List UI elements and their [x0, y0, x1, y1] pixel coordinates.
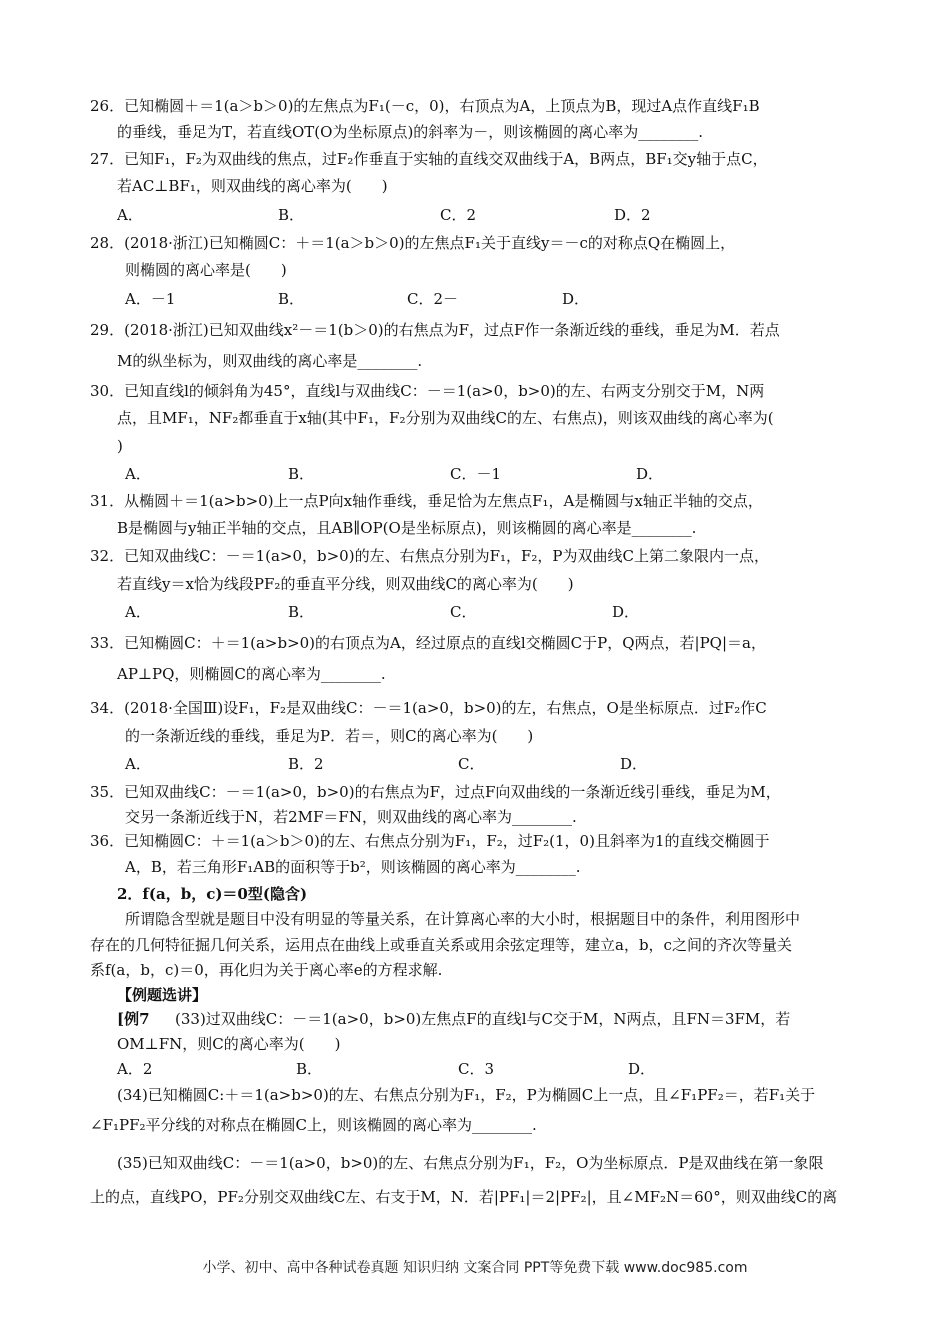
q35-line-1: 35．已知双曲线C：－＝1(a>0，b>0)的右焦点为F，过点F向双曲线的一条渐近线引垂线，垂足为M， — [90, 783, 781, 801]
q28-line-1: 28．(2018·浙江)已知椭圆C：＋＝1(a＞b＞0)的左焦点F₁关于直线y＝－c的对称点Q在椭圆上， — [90, 234, 736, 252]
q33-line-2: AP⊥PQ，则椭圆C的离心率为________. — [117, 665, 386, 683]
q32-line-2: 若直线y＝x恰为线段PF₂的垂直平分线，则双曲线C的离心率为( ) — [117, 575, 574, 593]
q28-option-d: D． — [562, 290, 590, 308]
example-34-line-2: ∠F₁PF₂平分线的对称点在椭圆C上，则该椭圆的离心率为________. — [90, 1116, 537, 1134]
q32-option-b: B． — [288, 603, 315, 621]
q28-options — [0, 289, 950, 309]
example-7-option-c: C．3 — [458, 1060, 495, 1078]
q28-option-b: B． — [278, 290, 305, 308]
q27-option-a: A． — [117, 206, 143, 224]
example-35-line-2: 上的点，直线PO，PF₂分别交双曲线C左、右支于M，N．若|PF₁|＝2|PF₂|，且∠MF₂N＝60°，则双曲线C的离 — [90, 1188, 838, 1206]
q34-option-a: A． — [125, 755, 151, 773]
q36-line-1: 36．已知椭圆C：＋＝1(a＞b＞0)的左、右焦点分别为F₁，F₂，过F₂(1，0)且斜率为1的直线交椭圆于 — [90, 832, 770, 850]
q34-options — [0, 754, 950, 774]
q34-option-d: D． — [620, 755, 648, 773]
section-2-title: 2．f(a，b，c)＝0型(隐含) — [117, 885, 308, 903]
q28-option-a: A．－1 — [125, 290, 176, 308]
example-7-options — [0, 1059, 950, 1079]
example-7-option-d: D． — [628, 1060, 656, 1078]
q34-line-1: 34．(2018·全国Ⅲ)设F₁，F₂是双曲线C：－＝1(a>0，b>0)的左，右焦点，O是坐标原点．过F₂作C — [90, 699, 767, 717]
q27-line-2: 若AC⊥BF₁，则双曲线的离心率为( ) — [117, 177, 388, 195]
q27-options — [0, 205, 950, 225]
q26-line-2: 的垂线，垂足为T，若直线OT(O为坐标原点)的斜率为－，则该椭圆的离心率为________. — [117, 123, 704, 141]
q30-option-b: B． — [288, 465, 315, 483]
q34-option-b: B．2 — [288, 755, 324, 773]
example-7-line-1: (33)过双曲线C：－＝1(a>0，b>0)左焦点F的直线l与C交于M，N两点，且FN＝3FM，若 — [175, 1010, 791, 1028]
q31-line-1: 31．从椭圆＋＝1(a>b>0)上一点P向x轴作垂线，垂足恰为左焦点F₁，A是椭圆与x轴正半轴的交点， — [90, 492, 763, 510]
example-7-label: [例7 — [117, 1010, 150, 1028]
q34-option-c: C． — [458, 755, 485, 773]
q28-line-2: 则椭圆的离心率是( ) — [125, 261, 287, 279]
q32-options — [0, 602, 950, 622]
q35-line-2: 交另一条渐近线于N，若2MF＝FN，则双曲线的离心率为________. — [125, 808, 577, 826]
q28-option-c: C．2－ — [407, 290, 459, 308]
page-footer: 小学、初中、高中各种试卷真题 知识归纳 文案合同 PPT等免费下载 www.doc985.com — [202, 1260, 748, 1276]
q30-option-d: D． — [636, 465, 664, 483]
q31-line-2: B是椭圆与y轴正半轴的交点，且AB∥OP(O是坐标原点)，则该椭圆的离心率是________. — [117, 519, 697, 537]
example-35-line-1: (35)已知双曲线C：－＝1(a>0，b>0)的左、右焦点分别为F₁，F₂，O为坐标原点．P是双曲线在第一象限 — [117, 1154, 824, 1172]
example-34-line-1: (34)已知椭圆C:＋＝1(a>b>0)的左、右焦点分别为F₁，F₂，P为椭圆C上一点，且∠F₁PF₂＝，若F₁关于 — [117, 1086, 816, 1104]
q34-line-2: 的一条渐近线的垂线，垂足为P．若＝，则C的离心率为( ) — [125, 727, 534, 745]
q27-option-b: B． — [278, 206, 305, 224]
q32-option-d: D． — [612, 603, 640, 621]
example-7-option-b: B． — [296, 1060, 323, 1078]
examples-heading: 【例题选讲】 — [117, 986, 208, 1004]
q32-option-c: C． — [450, 603, 477, 621]
q30-options — [0, 464, 950, 484]
q33-line-1: 33．已知椭圆C：＋＝1(a>b>0)的右顶点为A，经过原点的直线l交椭圆C于P，Q两点，若|PQ|＝a， — [90, 634, 766, 652]
q32-line-1: 32．已知双曲线C：－＝1(a>0，b>0)的左、右焦点分别为F₁，F₂，P为双曲线C上第二象限内一点， — [90, 547, 769, 565]
q27-line-1: 27．已知F₁，F₂为双曲线的焦点，过F₂作垂直于实轴的直线交双曲线于A，B两点，BF₁交y轴于点C， — [90, 150, 768, 168]
q36-line-2: A，B，若三角形F₁AB的面积等于b²，则该椭圆的离心率为________. — [125, 858, 581, 876]
q27-option-d: D．2 — [614, 206, 651, 224]
q29-line-1: 29．(2018·浙江)已知双曲线x²－＝1(b＞0)的右焦点为F，过点F作一条渐近线的垂线，垂足为M．若点 — [90, 321, 780, 339]
q30-line-2: 点，且MF₁，NF₂都垂直于x轴(其中F₁，F₂分别为双曲线C的左、右焦点)，则该双曲线的离心率为( — [117, 409, 774, 427]
example-7-line-2: OM⊥FN，则C的离心率为( ) — [117, 1035, 341, 1053]
q29-line-2: M的纵坐标为，则双曲线的离心率是________. — [117, 352, 423, 370]
q26-line-1: 26．已知椭圆＋＝1(a＞b＞0)的左焦点为F₁(－c，0)，右顶点为A，上顶点为B，现过A点作直线F₁B — [90, 97, 760, 115]
section-2-para-line-2: 存在的几何特征掘几何关系，运用点在曲线上或垂直关系或用余弦定理等，建立a，b，c之间的齐次等量关 — [90, 936, 792, 954]
q30-line-3: ) — [117, 437, 123, 455]
q30-option-a: A． — [125, 465, 151, 483]
section-2-para-line-1: 所谓隐含型就是题目中没有明显的等量关系，在计算离心率的大小时，根据题目中的条件，利用图形中 — [125, 910, 801, 928]
q27-option-c: C．2 — [440, 206, 477, 224]
section-2-para-line-3: 系f(a，b，c)＝0，再化归为关于离心率e的方程求解. — [90, 961, 443, 979]
q30-option-c: C．－1 — [450, 465, 502, 483]
q32-option-a: A． — [125, 603, 151, 621]
example-7-option-a: A．2 — [117, 1060, 153, 1078]
q30-line-1: 30．已知直线l的倾斜角为45°，直线l与双曲线C：－＝1(a>0，b>0)的左、右两支分别交于M，N两 — [90, 382, 765, 400]
